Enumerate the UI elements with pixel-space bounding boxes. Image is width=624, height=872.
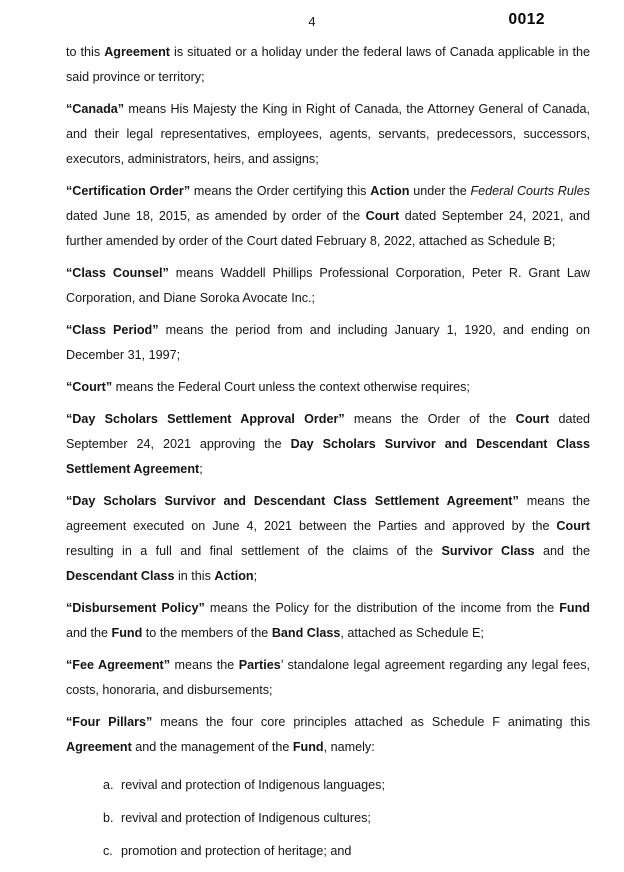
list-item-text: revival and protection of Indigenous languages;: [121, 778, 385, 792]
text-run: Agreement: [104, 45, 170, 59]
text-run: “Canada”: [66, 102, 125, 116]
text-run: means the Policy for the distribution of the income from the: [204, 601, 560, 615]
definition-class-period: [66, 318, 590, 368]
text-run: Band Class: [271, 626, 341, 640]
list-item: [66, 773, 590, 798]
text-run: Action: [370, 184, 410, 198]
text-run: “Four Pillars”: [66, 715, 153, 729]
text-run: Day Scholars Survivor and Descendant Class Settlement Agreement: [66, 437, 590, 476]
text-run: Court: [556, 519, 590, 533]
definition-four-pillars: [66, 710, 590, 760]
list-item-marker: a.: [103, 778, 114, 792]
text-run: Descendant Class: [66, 569, 175, 583]
definition-disbursement-policy: [66, 596, 590, 646]
text-run: Court: [515, 412, 550, 426]
text-run: Action: [214, 569, 254, 583]
text-run: means the four core principles attached as Schedule F animating this: [152, 715, 590, 729]
list-item: [66, 806, 590, 831]
definition-certification-order: [66, 179, 590, 254]
list-item-marker: c.: [103, 844, 113, 858]
text-run: means the agreement executed on June 4, 2021 between the Parties and approved by the: [66, 494, 590, 533]
text-run: and the: [534, 544, 590, 558]
text-run: “Disbursement Policy”: [66, 601, 205, 615]
text-run: “Class Counsel”: [66, 266, 169, 280]
text-run: Fund: [111, 626, 143, 640]
text-run: “Court”: [66, 380, 113, 394]
text-run: ;: [199, 462, 203, 476]
text-run: means the period from and including January 1, 1920, and ending on December 31, 1997;: [66, 323, 591, 362]
list-item-text: promotion and protection of heritage; and: [121, 844, 352, 858]
text-run: resulting in a full and final settlement of the claims of the: [66, 544, 442, 558]
text-run: “Day Scholars Survivor and Descendant Class Settlement Agreement”: [66, 494, 519, 508]
text-run: and the management of the: [131, 740, 293, 754]
list-item-text: revival and protection of Indigenous cultures;: [121, 811, 371, 825]
text-run: Agreement: [66, 740, 132, 754]
text-run: means the Federal Court unless the context otherwise requires;: [112, 380, 470, 394]
definition-fee-agreement: [66, 653, 590, 703]
text-run: means Waddell Phillips Professional Corporation, Peter R. Grant Law Corporation, and Diane Soroka Avocate Inc.;: [66, 266, 590, 305]
text-run: to this: [66, 45, 105, 59]
page-number: 4: [308, 14, 316, 29]
bates-stamp-number: 0012: [508, 11, 545, 28]
list-item: [66, 839, 590, 864]
text-run: “Certification Order”: [66, 184, 191, 198]
definition-day-scholars-settlement-approval-order: [66, 407, 590, 482]
definition-day-scholars-survivor-descendant-class-settlement-agreement: [66, 489, 590, 589]
text-run: means His Majesty the King in Right of Canada, the Attorney General of Canada, and their legal representatives, employees, agents, servants, predecessors, successors, executors, administrators, heirs, and assigns;: [66, 102, 590, 166]
text-run: Parties: [238, 658, 281, 672]
text-run: is situated or a holiday under the federal laws of Canada applicable in the said province or territory;: [66, 45, 591, 84]
text-run: Fund: [559, 601, 590, 615]
list-item-marker: b.: [103, 811, 114, 825]
text-run: Court: [365, 209, 400, 223]
text-run: Federal Courts Rules: [470, 184, 590, 198]
text-run: ;: [253, 569, 258, 583]
text-run: dated September 24, 2021 approving the: [66, 412, 590, 451]
definition-class-counsel: [66, 261, 590, 311]
text-run: , attached as Schedule E;: [340, 626, 484, 640]
text-run: , namely:: [323, 740, 375, 754]
text-run: “Fee Agreement”: [66, 658, 171, 672]
text-run: dated September 24, 2021, and further amended by order of the Court dated February 8, 2022, attached as Schedule B;: [66, 209, 590, 248]
text-run: means the Order certifying this: [190, 184, 371, 198]
text-run: “Class Period”: [66, 323, 159, 337]
text-run: “Day Scholars Settlement Approval Order”: [66, 412, 345, 426]
text-run: and the: [66, 626, 112, 640]
definition-continuation-agreement: [66, 40, 590, 90]
text-run: under the: [409, 184, 471, 198]
definition-canada: [66, 97, 590, 172]
text-run: to the members of the: [142, 626, 272, 640]
text-run: means the Order of the: [344, 412, 516, 426]
text-run: ’ standalone legal agreement regarding any legal fees, costs, honoraria, and disbursements;: [66, 658, 590, 697]
definition-court: [66, 375, 590, 400]
text-run: dated June 18, 2015, as amended by order of the: [66, 209, 366, 223]
document-body: [66, 40, 590, 872]
text-run: Survivor Class: [441, 544, 535, 558]
text-run: Fund: [292, 740, 324, 754]
text-run: in this: [174, 569, 215, 583]
text-run: means the: [170, 658, 239, 672]
four-pillars-list: [66, 773, 590, 864]
